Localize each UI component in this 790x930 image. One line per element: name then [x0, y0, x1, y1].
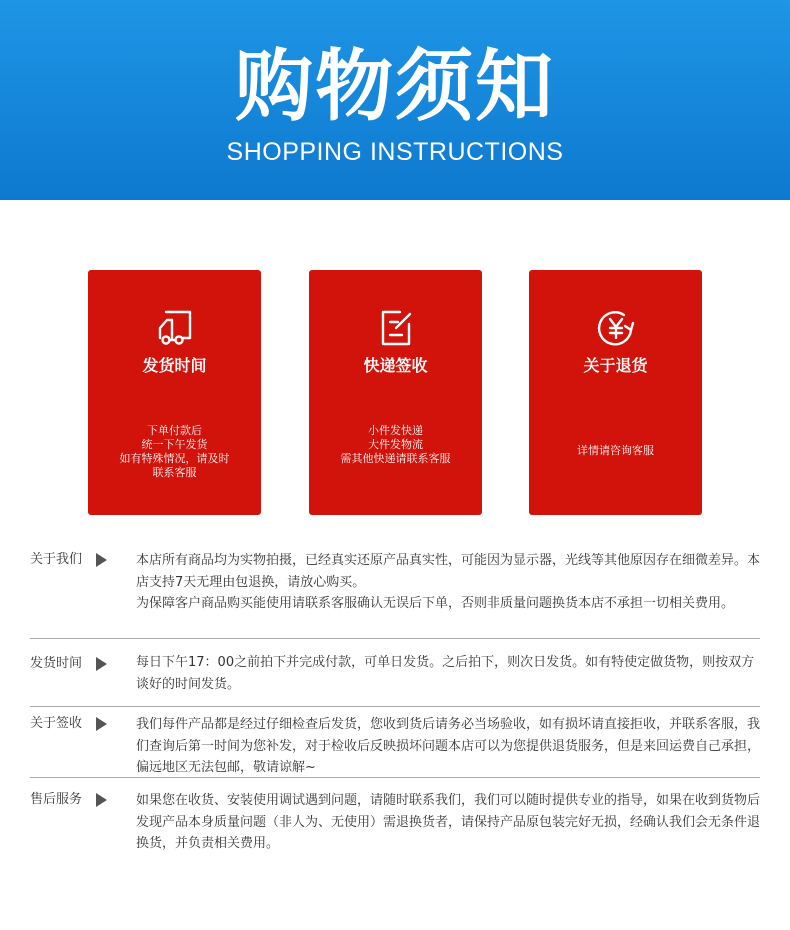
section-about-us — [30, 550, 760, 635]
section-paragraph: 如果您在收货、安装使用调试遇到问题，请随时联系我们，我们可以随时提供专业的指导，如果在收到货物后发现产品本身质量问题（非人为、无使用）需退换货者，请保持产品原包装完好无损，经确认我们会无条件退换货，并负责相关费用。 — [136, 793, 761, 851]
delivery-truck-icon — [88, 308, 261, 348]
section-shipping-time — [30, 652, 760, 702]
card-line: 需其他快递请联系客服 — [340, 452, 451, 465]
arrow-right-icon — [96, 793, 107, 807]
card-title: 快递签收 — [363, 356, 428, 375]
section-paragraph: 每日下午17：00之前拍下并完成付款，可单日发货。之后拍下，则次日发货。如有特使定做货物，则按双方谈好的时间发货。 — [136, 655, 755, 692]
card-line: 大件发物流 — [368, 438, 423, 451]
section-label: 售后服务 — [30, 792, 83, 807]
card-shipping-time — [88, 270, 261, 515]
card-line: 统一下午发货 — [141, 438, 208, 451]
card-line: 联系客服 — [152, 466, 197, 479]
section-text — [136, 652, 761, 695]
section-paragraph: 我们每件产品都是经过仔细检查后发货，您收到货后请务必当场验收，如有损坏请直接拒收，并联系客服，我们查询后第一时间为您补发，对于检收后反映损坏问题本店可以为您提供退货服务，但是来回运费自己承担，偏远地区无法包邮，敬请谅解~ — [136, 717, 761, 775]
card-line: 详情请咨询客服 — [577, 444, 654, 457]
section-label: 关于我们 — [30, 552, 83, 567]
arrow-right-icon — [96, 717, 107, 731]
page-subtitle: SHOPPING INSTRUCTIONS — [226, 138, 564, 166]
card-description — [88, 424, 261, 480]
card-returns — [529, 270, 702, 515]
yen-return-icon — [529, 308, 702, 348]
page-title: 购物须知 — [234, 42, 555, 132]
card-title: 关于退货 — [583, 356, 648, 375]
arrow-right-icon — [96, 553, 107, 567]
divider — [30, 777, 760, 778]
section-text — [136, 714, 761, 779]
header-banner — [0, 0, 790, 200]
edit-note-icon — [309, 308, 482, 348]
card-title: 发货时间 — [142, 356, 207, 375]
card-express-signing — [309, 270, 482, 515]
card-line: 如有特殊情况，请及时 — [119, 452, 230, 465]
card-description — [529, 444, 702, 458]
section-paragraph: 为保障客户商品购买能使用请联系客服确认无误后下单，否则非质量问题换货本店不承担一切相关费用。 — [136, 596, 735, 611]
section-after-sales — [30, 790, 760, 856]
arrow-right-icon — [96, 657, 107, 671]
section-paragraph: 本店所有商品均为实物拍摄，已经真实还原产品真实性，可能因为显示器，光线等其他原因存在细微差异。本店支持7天无理由包退换，请放心购买。 — [136, 553, 761, 590]
card-description — [309, 424, 482, 466]
card-line: 下单付款后 — [147, 424, 202, 437]
divider — [30, 706, 760, 707]
section-label: 关于签收 — [30, 716, 83, 731]
section-label: 发货时间 — [30, 656, 83, 671]
card-line: 小件发快递 — [368, 424, 423, 437]
section-text — [136, 790, 761, 855]
divider — [30, 638, 760, 639]
section-text — [136, 550, 761, 615]
section-signing — [30, 714, 760, 780]
